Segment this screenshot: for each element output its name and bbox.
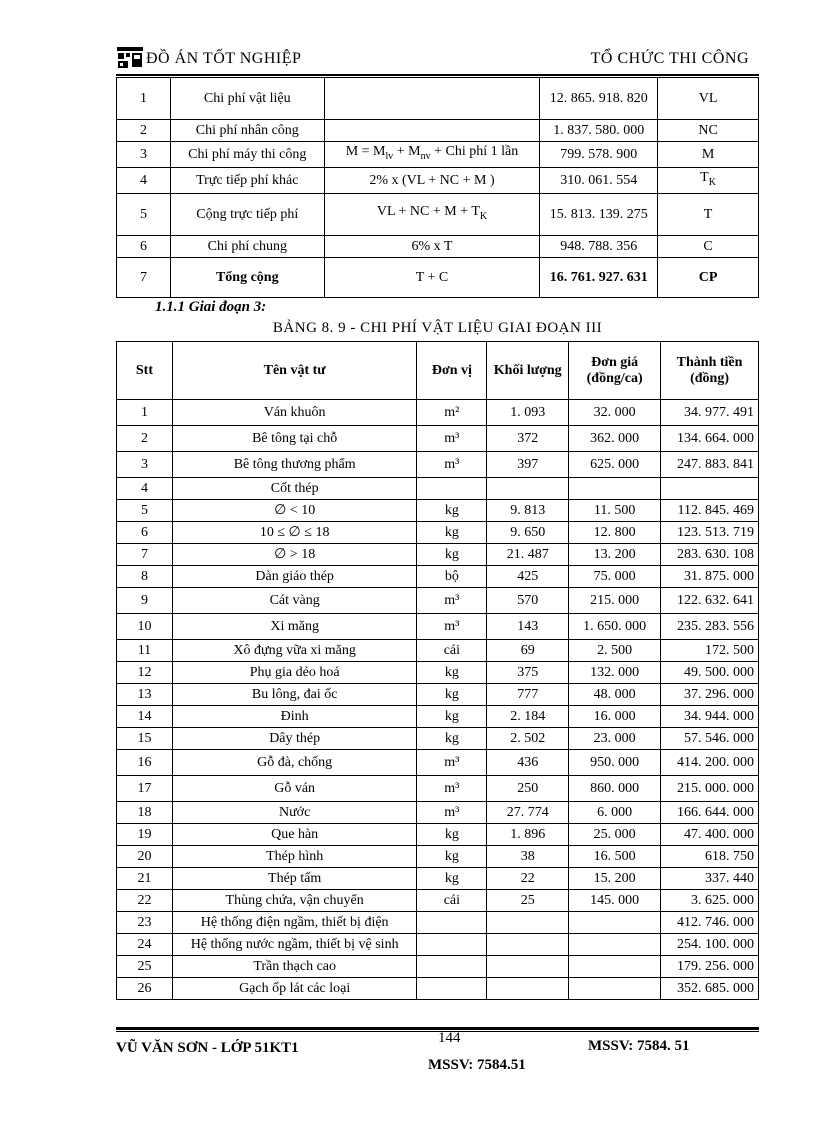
table-row — [117, 614, 759, 640]
total-cell: 235. 283. 556 — [661, 614, 759, 640]
item-cell: Trực tiếp phí khác — [170, 168, 324, 194]
total-cell: 49. 500. 000 — [661, 662, 759, 684]
material-name-cell: Bê tông thương phẩm — [172, 452, 417, 478]
quantity-cell: 21. 487 — [487, 544, 569, 566]
header-unit: Đơn vị — [417, 342, 487, 400]
total-cell: 618. 750 — [661, 846, 759, 868]
value-cell: 310. 061. 554 — [540, 168, 658, 194]
table-row — [117, 478, 759, 500]
total-cell: 37. 296. 000 — [661, 684, 759, 706]
quantity-cell — [487, 912, 569, 934]
item-cell: Chi phí máy thi công — [170, 142, 324, 168]
total-cell: 352. 685. 000 — [661, 978, 759, 1000]
unit-cell: cái — [417, 640, 487, 662]
stt-cell: 20 — [117, 846, 173, 868]
header-price: Đơn giá (đồng/ca) — [569, 342, 661, 400]
total-cell: 179. 256. 000 — [661, 956, 759, 978]
unit-cell: m³ — [417, 452, 487, 478]
price-cell: 215. 000 — [569, 588, 661, 614]
quantity-cell: 372 — [487, 426, 569, 452]
total-cell: 123. 513. 719 — [661, 522, 759, 544]
material-name-cell: Gạch ốp lát các loại — [172, 978, 417, 1000]
unit-cell — [417, 934, 487, 956]
price-cell: 12. 800 — [569, 522, 661, 544]
footer-student-id: MSSV: 7584. 51 — [588, 1038, 690, 1054]
unit-cell — [417, 912, 487, 934]
table-row — [117, 934, 759, 956]
value-cell: 15. 813. 139. 275 — [540, 194, 658, 236]
stt-cell: 16 — [117, 750, 173, 776]
price-cell: 15. 200 — [569, 868, 661, 890]
total-cell: 57. 546. 000 — [661, 728, 759, 750]
table-header-row — [117, 342, 759, 400]
table-row — [117, 452, 759, 478]
formula-cell — [324, 120, 540, 142]
table-row — [117, 728, 759, 750]
value-cell: 12. 865. 918. 820 — [540, 78, 658, 120]
code-cell: T — [658, 194, 759, 236]
thesis-title: ĐỒ ÁN TỐT NGHIỆP — [146, 50, 302, 67]
unit-cell: kg — [417, 824, 487, 846]
table-row — [117, 912, 759, 934]
price-cell: 16. 000 — [569, 706, 661, 728]
material-name-cell: Thép hình — [172, 846, 417, 868]
stt-cell: 22 — [117, 890, 173, 912]
table-row — [117, 640, 759, 662]
table-row — [117, 868, 759, 890]
stt-cell: 3 — [117, 142, 171, 168]
stt-cell: 11 — [117, 640, 173, 662]
table-row — [117, 168, 759, 194]
material-name-cell: 10 ≤ ∅ ≤ 18 — [172, 522, 417, 544]
unit-cell: kg — [417, 868, 487, 890]
table-row — [117, 566, 759, 588]
quantity-cell: 397 — [487, 452, 569, 478]
stt-cell: 18 — [117, 802, 173, 824]
stt-cell: 14 — [117, 706, 173, 728]
value-cell: 948. 788. 356 — [540, 236, 658, 258]
stt-cell: 15 — [117, 728, 173, 750]
material-name-cell: Ván khuôn — [172, 400, 417, 426]
stt-cell: 3 — [117, 452, 173, 478]
quantity-cell: 9. 650 — [487, 522, 569, 544]
total-cell: 34. 977. 491 — [661, 400, 759, 426]
stt-cell: 9 — [117, 588, 173, 614]
unit-cell: kg — [417, 544, 487, 566]
price-cell: 2. 500 — [569, 640, 661, 662]
total-cell: 172. 500 — [661, 640, 759, 662]
table-row — [117, 776, 759, 802]
stt-cell: 19 — [117, 824, 173, 846]
quantity-cell: 375 — [487, 662, 569, 684]
stt-cell: 26 — [117, 978, 173, 1000]
code-cell: $T_K$ — [658, 168, 759, 194]
table-row — [117, 846, 759, 868]
unit-cell — [417, 978, 487, 1000]
quantity-cell: 570 — [487, 588, 569, 614]
total-cell: 283. 630. 108 — [661, 544, 759, 566]
price-cell: 75. 000 — [569, 566, 661, 588]
material-name-cell: Dây thép — [172, 728, 417, 750]
formula-cell: 6% x T — [324, 236, 540, 258]
price-cell: 13. 200 — [569, 544, 661, 566]
total-cell — [661, 478, 759, 500]
unit-cell — [417, 478, 487, 500]
stt-cell: 8 — [117, 566, 173, 588]
page-header — [116, 44, 759, 74]
footer-student-id-bottom: MSSV: 7584.51 — [428, 1057, 526, 1073]
price-cell: 32. 000 — [569, 400, 661, 426]
price-cell — [569, 478, 661, 500]
total-cell: 337. 440 — [661, 868, 759, 890]
material-name-cell: Đinh — [172, 706, 417, 728]
item-cell: Chi phí vật liệu — [170, 78, 324, 120]
page-number: 144 — [438, 1030, 461, 1046]
material-name-cell: Cốt thép — [172, 478, 417, 500]
value-cell: 1. 837. 580. 000 — [540, 120, 658, 142]
table-row — [117, 802, 759, 824]
footer-author: VŨ VĂN SƠN - LỚP 51KT1 — [116, 1040, 299, 1056]
stt-cell: 24 — [117, 934, 173, 956]
header-stt: Stt — [117, 342, 173, 400]
quantity-cell — [487, 978, 569, 1000]
unit-cell: m³ — [417, 426, 487, 452]
price-cell — [569, 956, 661, 978]
table-caption: BẢNG 8. 9 - CHI PHÍ VẬT LIỆU GIAI ĐOẠN III — [272, 320, 603, 336]
item-cell: Chi phí chung — [170, 236, 324, 258]
quantity-cell: 22 — [487, 868, 569, 890]
stt-cell: 1 — [117, 78, 171, 120]
stt-cell: 21 — [117, 868, 173, 890]
price-cell: 362. 000 — [569, 426, 661, 452]
code-cell: NC — [658, 120, 759, 142]
unit-cell: kg — [417, 706, 487, 728]
stt-cell: 4 — [117, 478, 173, 500]
price-cell — [569, 934, 661, 956]
quantity-cell: 2. 502 — [487, 728, 569, 750]
table-row — [117, 706, 759, 728]
formula-cell: 2% x (VL + NC + M ) — [324, 168, 540, 194]
value-cell: 16. 761. 927. 631 — [540, 258, 658, 298]
quantity-cell: 38 — [487, 846, 569, 868]
quantity-cell: 143 — [487, 614, 569, 640]
stt-cell: 7 — [117, 258, 171, 298]
price-cell: 23. 000 — [569, 728, 661, 750]
stt-cell: 6 — [117, 522, 173, 544]
quantity-cell — [487, 934, 569, 956]
code-cell: CP — [658, 258, 759, 298]
unit-cell: m³ — [417, 776, 487, 802]
item-cell: Cộng trực tiếp phí — [170, 194, 324, 236]
unit-cell: kg — [417, 522, 487, 544]
quantity-cell: 2. 184 — [487, 706, 569, 728]
stt-cell: 5 — [117, 194, 171, 236]
formula-cell: $M = M_{lv} + M_{nv}$ + Chi phí 1 lần — [324, 142, 540, 168]
material-name-cell: Nước — [172, 802, 417, 824]
table-row-total — [117, 258, 759, 298]
table-row — [117, 142, 759, 168]
total-cell: 31. 875. 000 — [661, 566, 759, 588]
stt-cell: 25 — [117, 956, 173, 978]
material-name-cell: Bê tông tại chỗ — [172, 426, 417, 452]
unit-cell: cái — [417, 890, 487, 912]
table-row — [117, 890, 759, 912]
table-row — [117, 426, 759, 452]
material-name-cell: Dàn giáo thép — [172, 566, 417, 588]
unit-cell: kg — [417, 846, 487, 868]
total-cell: 215. 000. 000 — [661, 776, 759, 802]
stt-cell: 13 — [117, 684, 173, 706]
price-cell: 1. 650. 000 — [569, 614, 661, 640]
price-cell: 950. 000 — [569, 750, 661, 776]
quantity-cell — [487, 478, 569, 500]
total-cell: 254. 100. 000 — [661, 934, 759, 956]
total-cell: 247. 883. 841 — [661, 452, 759, 478]
total-cell: 3. 625. 000 — [661, 890, 759, 912]
stt-cell: 6 — [117, 236, 171, 258]
total-cell: 47. 400. 000 — [661, 824, 759, 846]
material-name-cell: Trần thạch cao — [172, 956, 417, 978]
table-row — [117, 500, 759, 522]
table-row — [117, 522, 759, 544]
quantity-cell: 69 — [487, 640, 569, 662]
material-name-cell: Bu lông, đai ốc — [172, 684, 417, 706]
material-name-cell: Phụ gia dẻo hoá — [172, 662, 417, 684]
material-name-cell: Cát vàng — [172, 588, 417, 614]
quantity-cell: 1. 896 — [487, 824, 569, 846]
quantity-cell: 425 — [487, 566, 569, 588]
stt-cell: 1 — [117, 400, 173, 426]
header-name: Tên vật tư — [172, 342, 417, 400]
unit-cell: m³ — [417, 614, 487, 640]
value-cell: 799. 578. 900 — [540, 142, 658, 168]
material-name-cell: Hệ thống nước ngầm, thiết bị vệ sinh — [172, 934, 417, 956]
price-cell: 860. 000 — [569, 776, 661, 802]
material-name-cell: Gỗ đà, chống — [172, 750, 417, 776]
material-name-cell: Gỗ ván — [172, 776, 417, 802]
formula-cell: VL + NC + $M + T_K$ — [324, 194, 540, 236]
material-name-cell: Que hàn — [172, 824, 417, 846]
quantity-cell: 9. 813 — [487, 500, 569, 522]
quantity-cell: 27. 774 — [487, 802, 569, 824]
formula-cell — [324, 78, 540, 120]
cost-summary-table — [116, 77, 759, 298]
price-cell: 11. 500 — [569, 500, 661, 522]
price-cell: 48. 000 — [569, 684, 661, 706]
price-cell: 625. 000 — [569, 452, 661, 478]
unit-cell: bộ — [417, 566, 487, 588]
total-cell: 112. 845. 469 — [661, 500, 759, 522]
total-cell: 414. 200. 000 — [661, 750, 759, 776]
stt-cell: 4 — [117, 168, 171, 194]
stt-cell: 7 — [117, 544, 173, 566]
unit-cell: kg — [417, 662, 487, 684]
total-cell: 122. 632. 641 — [661, 588, 759, 614]
university-logo-icon — [116, 46, 144, 70]
unit-cell: m³ — [417, 802, 487, 824]
quantity-cell — [487, 956, 569, 978]
table-row — [117, 978, 759, 1000]
stt-cell: 2 — [117, 120, 171, 142]
unit-cell: kg — [417, 684, 487, 706]
quantity-cell: 250 — [487, 776, 569, 802]
price-cell: 132. 000 — [569, 662, 661, 684]
table-row — [117, 194, 759, 236]
item-cell: Chi phí nhân công — [170, 120, 324, 142]
total-cell: 166. 644. 000 — [661, 802, 759, 824]
unit-cell: m³ — [417, 588, 487, 614]
header-qty: Khối lượng — [487, 342, 569, 400]
stt-cell: 5 — [117, 500, 173, 522]
total-cell: 412. 746. 000 — [661, 912, 759, 934]
quantity-cell: 436 — [487, 750, 569, 776]
quantity-cell: 777 — [487, 684, 569, 706]
stt-cell: 17 — [117, 776, 173, 802]
total-cell: 134. 664. 000 — [661, 426, 759, 452]
material-name-cell: Hệ thống điện ngầm, thiết bị điện — [172, 912, 417, 934]
price-cell: 6. 000 — [569, 802, 661, 824]
table-row — [117, 588, 759, 614]
material-name-cell: ∅ < 10 — [172, 500, 417, 522]
price-cell: 16. 500 — [569, 846, 661, 868]
chapter-title: TỔ CHỨC THI CÔNG — [590, 50, 749, 67]
table-row — [117, 400, 759, 426]
stt-cell: 10 — [117, 614, 173, 640]
unit-cell: kg — [417, 500, 487, 522]
price-cell — [569, 978, 661, 1000]
table-row — [117, 684, 759, 706]
table-row — [117, 662, 759, 684]
unit-cell — [417, 956, 487, 978]
unit-cell: m² — [417, 400, 487, 426]
table-row — [117, 120, 759, 142]
formula-cell: T + C — [324, 258, 540, 298]
section-heading: 1.1.1 Giai đoạn 3: — [155, 299, 267, 315]
total-cell: 34. 944. 000 — [661, 706, 759, 728]
header-total: Thành tiền (đồng) — [661, 342, 759, 400]
quantity-cell: 1. 093 — [487, 400, 569, 426]
unit-cell: m³ — [417, 750, 487, 776]
material-name-cell: Thép tấm — [172, 868, 417, 890]
material-name-cell: ∅ > 18 — [172, 544, 417, 566]
table-row — [117, 824, 759, 846]
unit-cell: kg — [417, 728, 487, 750]
material-name-cell: Xô đựng vữa xi măng — [172, 640, 417, 662]
code-cell: M — [658, 142, 759, 168]
material-name-cell: Xi măng — [172, 614, 417, 640]
material-name-cell: Thùng chứa, vận chuyển — [172, 890, 417, 912]
stt-cell: 12 — [117, 662, 173, 684]
item-cell: Tổng cộng — [170, 258, 324, 298]
code-cell: C — [658, 236, 759, 258]
table-row — [117, 544, 759, 566]
material-cost-table — [116, 341, 759, 1000]
stt-cell: 23 — [117, 912, 173, 934]
code-cell: VL — [658, 78, 759, 120]
quantity-cell: 25 — [487, 890, 569, 912]
table-row — [117, 750, 759, 776]
table-row — [117, 956, 759, 978]
header-divider — [116, 74, 759, 76]
price-cell: 25. 000 — [569, 824, 661, 846]
table-row — [117, 78, 759, 120]
price-cell: 145. 000 — [569, 890, 661, 912]
table-row — [117, 236, 759, 258]
price-cell — [569, 912, 661, 934]
stt-cell: 2 — [117, 426, 173, 452]
